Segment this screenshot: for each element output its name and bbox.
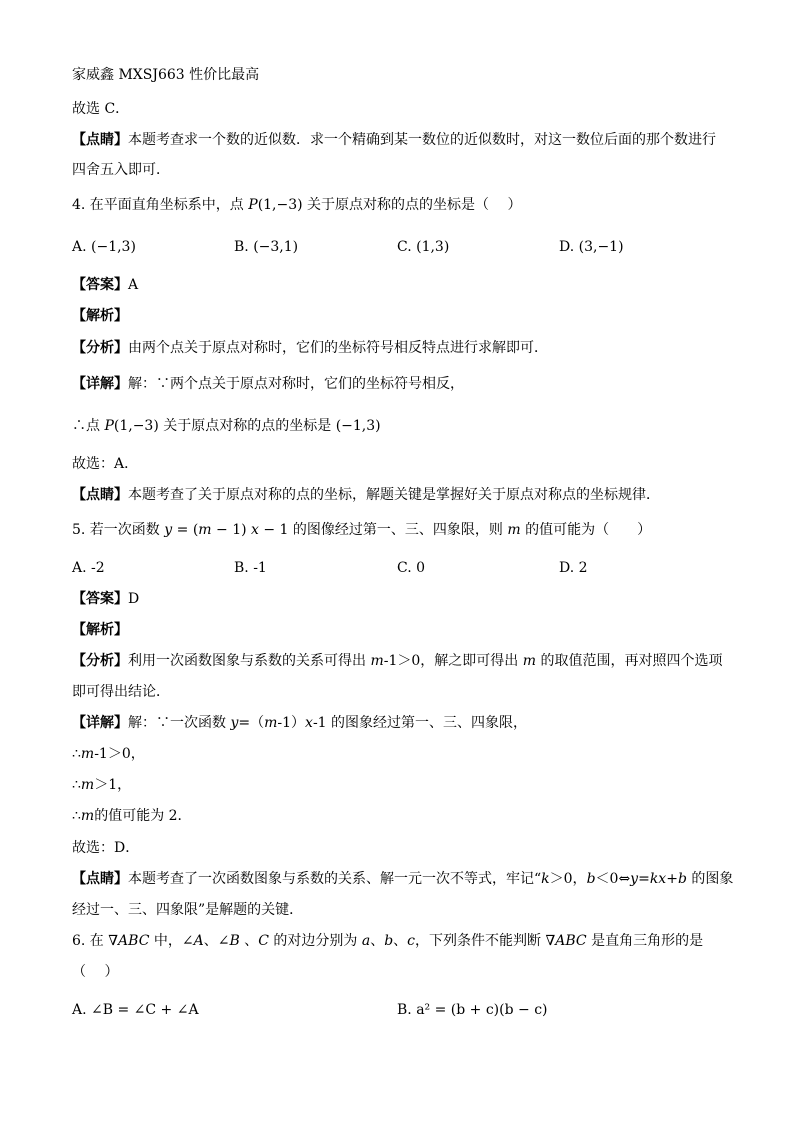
text-run: -1） <box>277 715 306 731</box>
section-label: 【解析】 <box>72 622 128 638</box>
text-line <box>72 806 192 826</box>
text-run: 是直角三角形的是 <box>586 933 704 949</box>
text-run: ∴ <box>72 777 81 793</box>
text-line <box>72 713 527 733</box>
answer-option: D. (3,−1) <box>559 239 624 255</box>
text-run: m <box>264 715 278 731</box>
text-run: 、 <box>239 933 259 949</box>
text-run: 本题考查求一个数的近似数．求一个精确到某一数位的近似数时，对这一数位后面的那个数进行 <box>128 132 716 148</box>
text-line <box>72 838 139 858</box>
text-line <box>72 620 128 640</box>
section-label: 【详解】 <box>72 715 128 731</box>
text-run: m <box>80 808 95 824</box>
text-run: b <box>384 933 394 949</box>
text-run: P <box>104 418 114 434</box>
text-run: 4. 在平面直角坐标系中，点 <box>72 197 249 213</box>
text-run: 、 <box>370 933 385 949</box>
text-line <box>72 99 129 119</box>
text-run: 故选：D． <box>72 840 140 856</box>
answer-option: A. -2 <box>72 560 105 576</box>
text-run: A <box>128 277 139 293</box>
text-run: − 1 的图像经过第一、三、四象限，则 <box>258 522 508 538</box>
section-label: 【答案】 <box>72 591 128 607</box>
text-run: (1,−3) 关于原点对称的点的坐标是（ ） <box>257 197 522 213</box>
text-run: ∴点 <box>72 418 105 434</box>
text-run: − 1) <box>211 522 252 538</box>
text-line <box>72 931 703 951</box>
text-run: 中，∠ <box>149 933 194 949</box>
text-run: m <box>522 653 537 669</box>
text-run: (1,−3) 关于原点对称的点的坐标是 (−1,3) <box>113 418 381 434</box>
text-run: b <box>677 871 687 887</box>
answer-option: B. (−3,1) <box>234 239 299 255</box>
answer-option: D. 2 <box>559 560 588 576</box>
text-run: y <box>164 522 173 538</box>
answer-option: A. (−1,3) <box>72 239 136 255</box>
text-line <box>72 744 145 764</box>
text-run: =（ <box>238 715 265 731</box>
text-run: b <box>586 871 596 887</box>
text-run: m <box>80 746 95 762</box>
text-run: 即可得出结论． <box>72 684 170 700</box>
text-run: 经过一、三、四象限”是解题的关键． <box>72 902 304 918</box>
text-run: ABC <box>555 933 587 949</box>
text-run: -1 的图象经过第一、三、四象限， <box>312 715 528 731</box>
text-line <box>72 682 170 702</box>
text-run: 、∠ <box>203 933 230 949</box>
text-run: k <box>541 871 550 887</box>
text-run: 的图象 <box>686 871 734 887</box>
text-line <box>72 869 733 889</box>
text-run: ，下列条件不能判断 ∇ <box>415 933 556 949</box>
text-line <box>72 589 139 609</box>
text-line <box>72 900 303 920</box>
text-run: 的值可能为（ ） <box>520 522 652 538</box>
text-run: 解：∵两个点关于原点对称时，它们的坐标符号相反， <box>128 376 464 392</box>
text-run: m <box>80 777 95 793</box>
section-label: 【点睛】 <box>72 487 128 503</box>
text-run: + <box>666 871 678 887</box>
section-label: 【点睛】 <box>72 132 128 148</box>
text-run: A <box>193 933 204 949</box>
answer-option: C. (1,3) <box>397 239 450 255</box>
text-line <box>72 374 464 394</box>
text-run: ＞1， <box>94 777 132 793</box>
text-run: 故选：A． <box>72 456 139 472</box>
text-run: ∴ <box>72 808 81 824</box>
text-run: a <box>361 933 371 949</box>
text-line <box>72 275 138 295</box>
text-run: 由两个点关于原点对称时，它们的坐标符号相反特点进行求解即可． <box>128 340 548 356</box>
text-run: ABC <box>118 933 150 949</box>
text-run: 的取值范围，再对照四个选项 <box>536 653 723 669</box>
text-line <box>72 195 522 215</box>
text-run: （ ） <box>72 964 119 980</box>
answer-option: A. ∠B = ∠C + ∠A <box>72 1002 199 1018</box>
text-line <box>72 130 716 150</box>
text-run: 本题考查了一次函数图象与系数的关系、解一元一次不等式，牢记“ <box>128 871 542 887</box>
text-run: y <box>230 715 239 731</box>
section-label: 【解析】 <box>72 308 128 324</box>
text-run: -1＞0，解之即可得出 <box>383 653 523 669</box>
answer-option: B. a² = (b + c)(b − c) <box>397 1002 548 1018</box>
text-line <box>72 520 651 540</box>
text-run: kx <box>649 871 667 887</box>
text-run: 家威鑫 MXSJ663 性价比最高 <box>72 67 260 83</box>
text-line <box>72 416 381 436</box>
text-run: ∴ <box>72 746 81 762</box>
text-run: m <box>198 522 212 538</box>
text-run: ＜0⇔ <box>595 871 631 887</box>
text-run: = <box>638 871 650 887</box>
text-run: x <box>305 715 313 731</box>
text-line <box>72 454 138 474</box>
text-line <box>72 775 131 795</box>
text-line <box>72 160 170 180</box>
text-run: m <box>370 653 384 669</box>
text-run: 四舍五入即可． <box>72 162 170 178</box>
text-run: P <box>248 197 258 213</box>
section-label: 【详解】 <box>72 376 128 392</box>
section-label: 【分析】 <box>72 340 128 356</box>
text-run: x <box>251 522 259 538</box>
text-line <box>72 485 660 505</box>
answer-option: C. 0 <box>397 560 426 576</box>
text-run: D <box>128 591 140 607</box>
text-run: 、 <box>393 933 408 949</box>
text-run: 的对边分别为 <box>268 933 362 949</box>
section-label: 【点睛】 <box>72 871 128 887</box>
answer-option: B. -1 <box>234 560 267 576</box>
text-line <box>72 306 128 326</box>
text-run: 解：∵一次函数 <box>128 715 231 731</box>
text-run: = ( <box>172 522 199 538</box>
section-label: 【分析】 <box>72 653 128 669</box>
text-run: 6. 在 ∇ <box>72 933 119 949</box>
text-run: 故选 C． <box>72 101 130 117</box>
text-run: C <box>258 933 269 949</box>
text-run: 5. 若一次函数 <box>72 522 165 538</box>
text-run: ＞0， <box>549 871 587 887</box>
text-run: y <box>630 871 639 887</box>
text-run: m <box>507 522 521 538</box>
text-line <box>72 65 259 85</box>
text-run: c <box>407 933 416 949</box>
text-line <box>72 651 722 671</box>
text-line <box>72 338 548 358</box>
text-run: B <box>229 933 240 949</box>
text-run: 的值可能为 2． <box>94 808 192 824</box>
text-line <box>72 962 118 982</box>
text-run: 本题考查了关于原点对称的点的坐标，解题关键是掌握好关于原点对称点的坐标规律． <box>128 487 660 503</box>
section-label: 【答案】 <box>72 277 128 293</box>
text-run: -1＞0， <box>94 746 145 762</box>
text-run: 利用一次函数图象与系数的关系可得出 <box>128 653 371 669</box>
